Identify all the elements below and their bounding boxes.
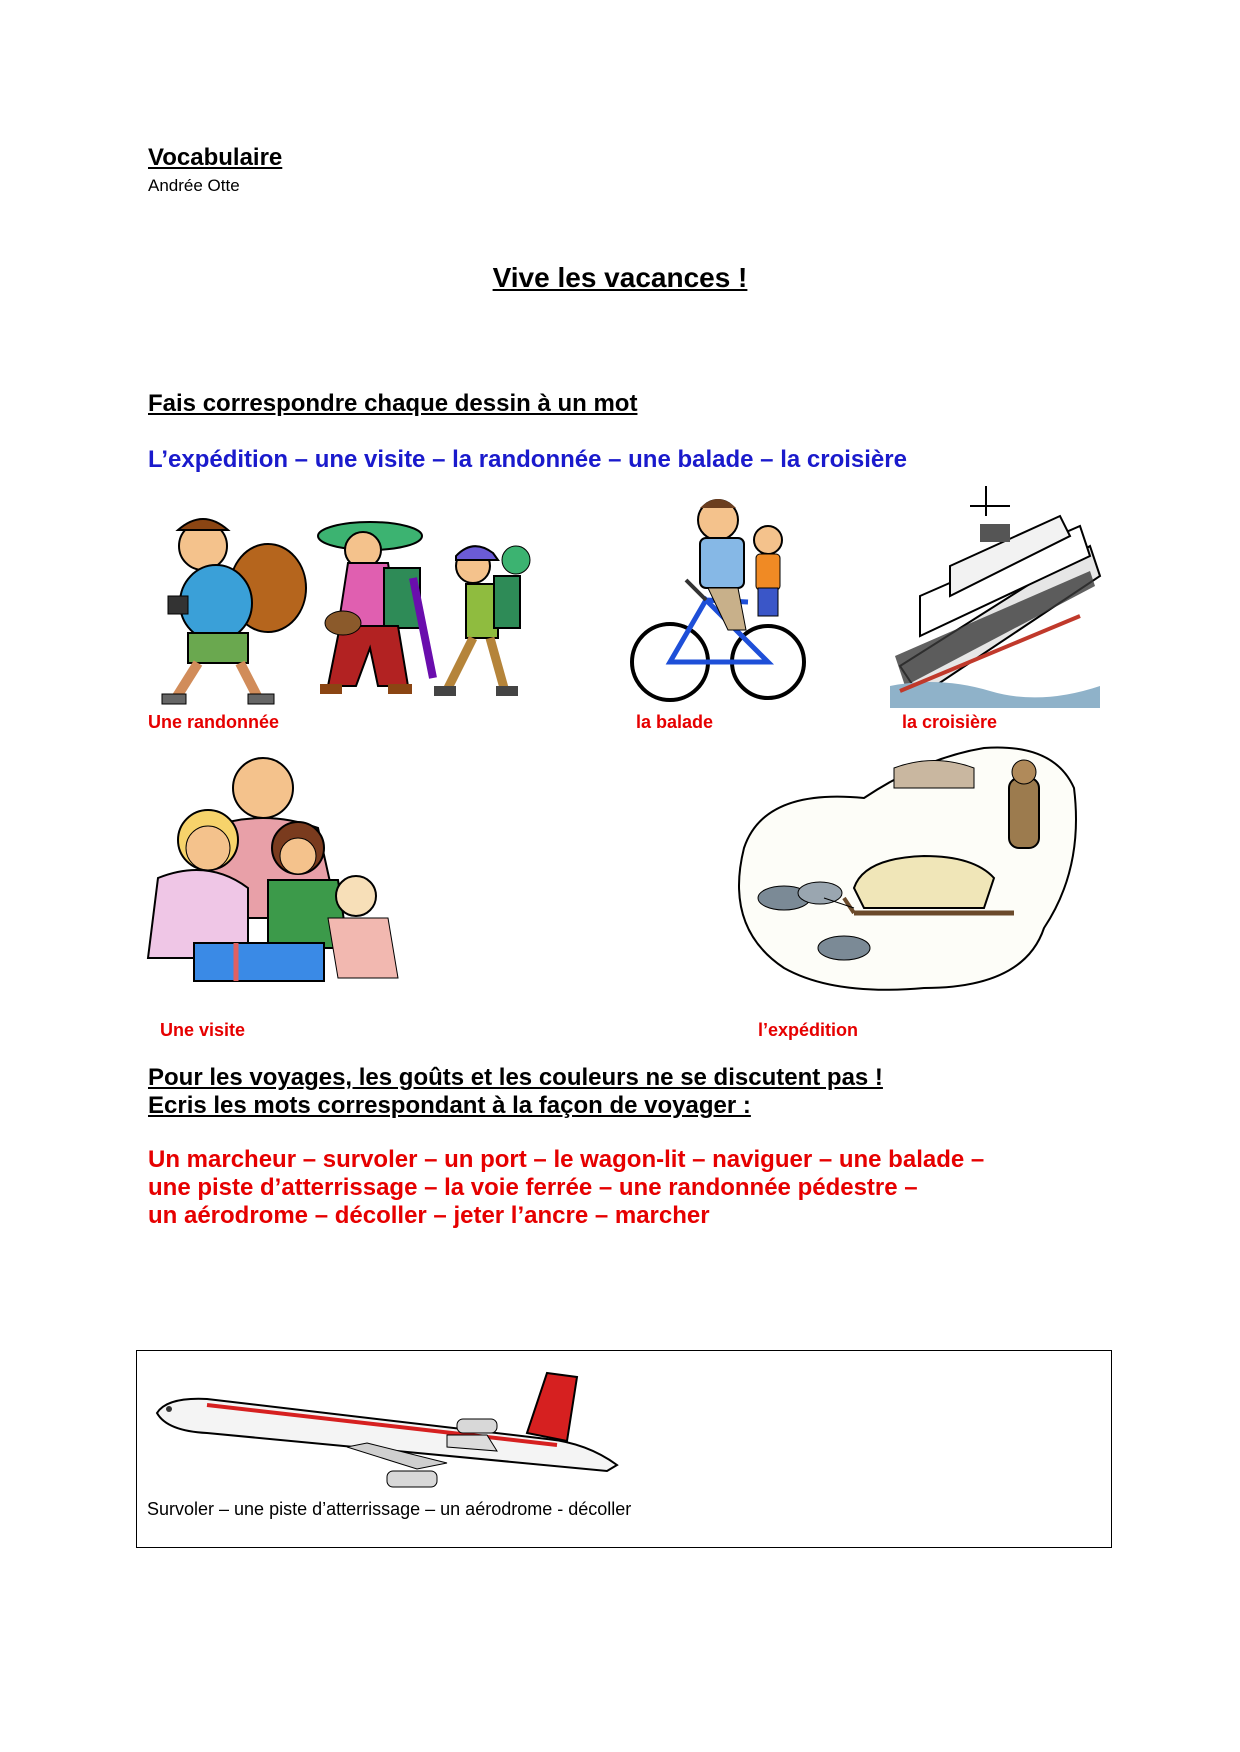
caption-hikers: Une randonnée — [148, 712, 280, 732]
section2-instruction — [148, 1064, 883, 1120]
sled-expedition-illustration — [724, 748, 1080, 998]
caption-family: Une visite — [160, 1020, 246, 1040]
ship-illustration — [880, 486, 1110, 708]
word-line-3: un aérodrome – décoller – jeter l’ancre – marcher — [148, 1202, 710, 1229]
caption-ship: la croisière — [902, 712, 998, 732]
document-title: Vocabulaire — [148, 144, 283, 171]
section1-instruction: Fais correspondre chaque dessin à un mot — [148, 390, 638, 417]
plane-answer-text: Survoler – une piste d’atterrissage – un aérodrome - décoller — [147, 1499, 632, 1519]
caption-bicycle: la balade — [636, 712, 714, 732]
section1-word-list: L’expédition – une visite – la randonnée – une balade – la croisière — [148, 446, 907, 473]
caption-sled: l’expédition — [758, 1020, 859, 1040]
main-title: Vive les vacances ! — [492, 262, 748, 293]
section2-instruction-line2: Ecris les mots correspondant à la façon de voyager : — [148, 1092, 751, 1119]
word-line-2: une piste d’atterrissage – la voie ferrée – une randonnée pédestre – — [148, 1174, 918, 1201]
family-visit-illustration — [148, 748, 404, 994]
section2-instruction-line1: Pour les voyages, les goûts et les couleurs ne se discutent pas ! — [148, 1064, 883, 1091]
bicycle-illustration — [628, 480, 808, 710]
document-author: Andrée Otte — [148, 176, 240, 195]
word-line-1: Un marcheur – survoler – un port – le wagon-lit – naviguer – une balade – — [148, 1146, 985, 1173]
plane-answer-box — [136, 1350, 1112, 1548]
hikers-illustration — [148, 508, 548, 708]
section2-word-list — [148, 1146, 984, 1230]
airplane-illustration — [147, 1373, 637, 1489]
